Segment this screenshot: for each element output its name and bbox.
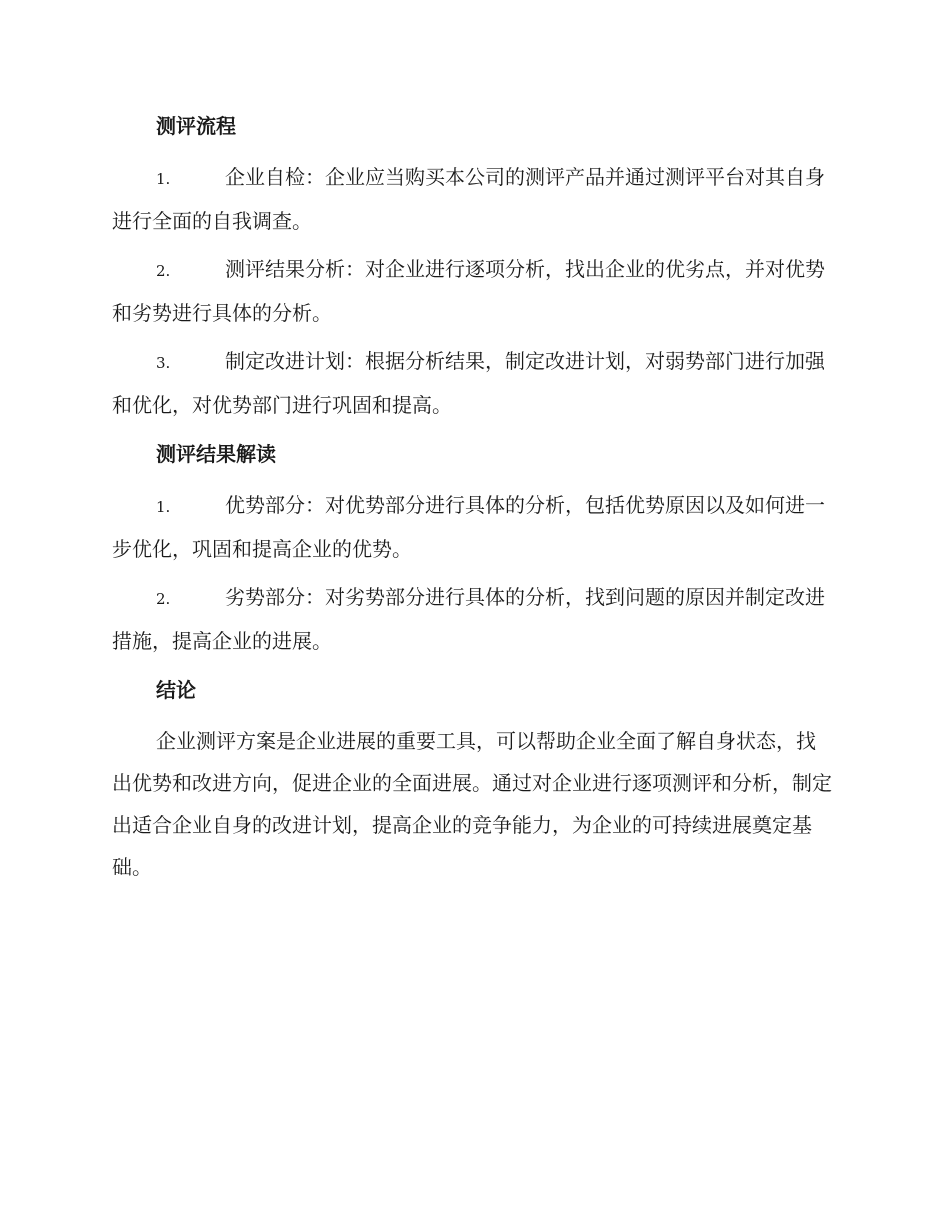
list-item (112, 340, 834, 426)
section-result-interpretation (112, 432, 834, 662)
list-item (112, 156, 834, 242)
conclusion-paragraph: 企业测评方案是企业进展的重要工具，可以帮助企业全面了解自身状态，找出优势和改进方向，促进企业的全面进展。通过对企业进行逐项测评和分析，制定出适合企业自身的改进计划，提高企业的竞争能力，为企业的可持续进展奠定基础。 (112, 729, 832, 879)
list-item-number: 1. (156, 498, 171, 516)
section-evaluation-process (112, 104, 834, 426)
document-content (112, 104, 834, 888)
list-item (112, 484, 834, 570)
list-item-number: 3. (156, 354, 171, 372)
list-item-number: 1. (156, 170, 171, 188)
section-conclusion (112, 668, 834, 888)
section-heading: 结论 (156, 678, 196, 702)
list-item-number: 2. (156, 262, 171, 280)
section-heading: 测评流程 (156, 114, 236, 138)
list-item-text: 制定改进计划：根据分析结果，制定改进计划，对弱势部门进行加强和优化，对优势部门进行巩固和提高。 (112, 349, 825, 417)
list-item (112, 248, 834, 334)
list-item-text: 优势部分：对优势部分进行具体的分析，包括优势原因以及如何进一步优化，巩固和提高企业的优势。 (112, 493, 825, 561)
list-item (112, 576, 834, 662)
list-item-text: 测评结果分析：对企业进行逐项分析，找出企业的优劣点，并对优势和劣势进行具体的分析。 (112, 257, 825, 325)
section-heading: 测评结果解读 (156, 442, 276, 466)
list-item-number: 2. (156, 590, 171, 608)
list-item-text: 劣势部分：对劣势部分进行具体的分析，找到问题的原因并制定改进措施，提高企业的进展。 (112, 585, 825, 653)
list-item-text: 企业自检：企业应当购买本公司的测评产品并通过测评平台对其自身进行全面的自我调查。 (112, 165, 825, 233)
